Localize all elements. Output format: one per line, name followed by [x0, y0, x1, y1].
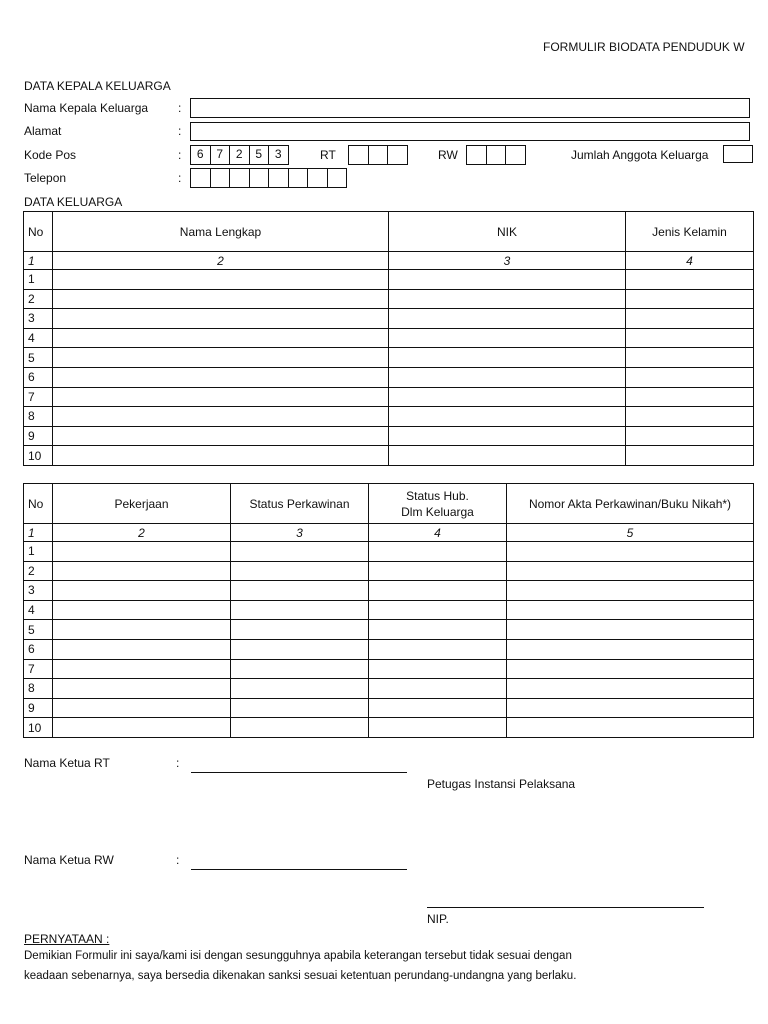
table-cell[interactable] [231, 718, 369, 738]
jumlah-anggota-label: Jumlah Anggota Keluarga [571, 148, 709, 162]
row-number: 3 [24, 309, 53, 329]
table-cell[interactable] [626, 289, 754, 309]
table-cell[interactable] [53, 659, 231, 679]
col-header-nomor-akta: Nomor Akta Perkawinan/Buku Nikah*) [507, 484, 754, 524]
petugas-label: Petugas Instansi Pelaksana [427, 777, 576, 791]
table-row [24, 387, 754, 407]
table-cell[interactable] [369, 679, 507, 699]
table-cell[interactable] [389, 270, 626, 290]
table-cell[interactable] [626, 270, 754, 290]
table-row [24, 679, 754, 699]
pernyataan-title: PERNYATAAN : [24, 932, 110, 946]
row-number: 9 [24, 426, 53, 446]
table-row [24, 698, 754, 718]
row-number: 8 [24, 679, 53, 699]
table-cell[interactable] [626, 387, 754, 407]
keluarga-table-1 [23, 211, 754, 466]
col-number: 4 [626, 252, 754, 270]
table-cell[interactable] [507, 718, 754, 738]
row-number: 9 [24, 698, 53, 718]
col-header-no: No [24, 484, 53, 524]
table-cell[interactable] [369, 581, 507, 601]
table-cell[interactable] [53, 289, 389, 309]
table-row [24, 446, 754, 466]
table-cell[interactable] [231, 542, 369, 562]
table-row [24, 270, 754, 290]
rw-field[interactable] [466, 145, 526, 165]
table-cell[interactable] [369, 600, 507, 620]
ketua-rw-label: Nama Ketua RW [24, 853, 114, 867]
table-cell[interactable] [626, 309, 754, 329]
table-cell[interactable] [53, 348, 389, 368]
table-cell[interactable] [369, 639, 507, 659]
table-cell[interactable] [53, 639, 231, 659]
kode-pos-digit: 2 [230, 146, 250, 164]
col-number: 2 [53, 524, 231, 542]
row-number: 5 [24, 348, 53, 368]
col-header-nik: NIK [389, 212, 626, 252]
row-number: 2 [24, 289, 53, 309]
table-cell[interactable] [626, 348, 754, 368]
table-cell[interactable] [369, 620, 507, 640]
col-number: 5 [507, 524, 754, 542]
kode-pos-digit: 3 [269, 146, 289, 164]
table-row [24, 328, 754, 348]
table-cell[interactable] [389, 407, 626, 427]
table-cell[interactable] [231, 659, 369, 679]
table-cell[interactable] [369, 561, 507, 581]
col-number: 4 [369, 524, 507, 542]
table-cell[interactable] [369, 659, 507, 679]
table-cell[interactable] [507, 542, 754, 562]
petugas-signature-line[interactable] [427, 907, 704, 908]
table-cell[interactable] [53, 620, 231, 640]
table-cell[interactable] [507, 639, 754, 659]
table-cell[interactable] [389, 367, 626, 387]
table-cell[interactable] [626, 367, 754, 387]
table-cell[interactable] [389, 289, 626, 309]
table-cell[interactable] [626, 426, 754, 446]
table-row [24, 289, 754, 309]
table-row [24, 581, 754, 601]
row-number: 6 [24, 639, 53, 659]
row-number: 1 [24, 542, 53, 562]
table-cell[interactable] [389, 426, 626, 446]
table-cell[interactable] [53, 718, 231, 738]
table-cell[interactable] [389, 348, 626, 368]
table-row [24, 348, 754, 368]
table-cell[interactable] [53, 679, 231, 699]
table-cell[interactable] [389, 446, 626, 466]
table-cell[interactable] [507, 698, 754, 718]
table-cell[interactable] [231, 581, 369, 601]
table-row [24, 309, 754, 329]
row-number: 7 [24, 387, 53, 407]
table-cell[interactable] [507, 679, 754, 699]
kode-pos-field[interactable] [190, 145, 289, 165]
col-header-pekerjaan: Pekerjaan [53, 484, 231, 524]
table-cell[interactable] [231, 600, 369, 620]
table-cell[interactable] [53, 581, 231, 601]
col-header-nama: Nama Lengkap [53, 212, 389, 252]
col-header-status-perkawinan: Status Perkawinan [231, 484, 369, 524]
col-number: 3 [231, 524, 369, 542]
table-cell[interactable] [507, 561, 754, 581]
col-header-jenis-kelamin: Jenis Kelamin [626, 212, 754, 252]
rt-field[interactable] [348, 145, 408, 165]
table-cell[interactable] [231, 639, 369, 659]
table-cell[interactable] [53, 561, 231, 581]
telepon-label: Telepon [24, 171, 67, 185]
row-number: 4 [24, 600, 53, 620]
table-cell[interactable] [369, 542, 507, 562]
row-number: 4 [24, 328, 53, 348]
col-header-status-hub: Status Hub. Dlm Keluarga [369, 484, 507, 524]
col-number: 3 [389, 252, 626, 270]
table-cell[interactable] [53, 698, 231, 718]
table-row [24, 407, 754, 427]
table-cell[interactable] [53, 600, 231, 620]
row-number: 8 [24, 407, 53, 427]
kode-pos-digit: 6 [191, 146, 211, 164]
nip-label: NIP. [427, 912, 449, 926]
row-number: 1 [24, 270, 53, 290]
row-number: 6 [24, 367, 53, 387]
row-number: 10 [24, 718, 53, 738]
pernyataan-line-2: keadaan sebenarnya, saya bersedia dikenakan sanksi sesuai ketentuan perundang-undangna yang berlaku. [24, 970, 577, 982]
kode-pos-digit: 7 [211, 146, 231, 164]
table-cell[interactable] [231, 679, 369, 699]
table-cell[interactable] [389, 387, 626, 407]
colon: : [176, 853, 180, 867]
table-row [24, 659, 754, 679]
section-title-keluarga: DATA KELUARGA [24, 195, 123, 209]
table-row [24, 542, 754, 562]
keluarga-table-2 [23, 483, 754, 738]
col-number: 1 [24, 524, 53, 542]
ketua-rt-signature-line[interactable] [191, 772, 407, 773]
section-title-kepala: DATA KEPALA KELUARGA [24, 79, 171, 93]
nama-kepala-label: Nama Kepala Keluarga [24, 101, 149, 115]
row-number: 10 [24, 446, 53, 466]
table-cell[interactable] [626, 446, 754, 466]
table-row [24, 639, 754, 659]
colon: : [178, 101, 182, 115]
table-row [24, 718, 754, 738]
table-cell[interactable] [53, 446, 389, 466]
colon: : [178, 171, 182, 185]
table-cell[interactable] [507, 659, 754, 679]
table-cell[interactable] [53, 328, 389, 348]
rw-label: RW [438, 148, 458, 162]
alamat-label: Alamat [24, 124, 62, 138]
colon: : [178, 124, 182, 138]
table-cell[interactable] [231, 561, 369, 581]
table-cell[interactable] [626, 328, 754, 348]
row-number: 5 [24, 620, 53, 640]
col-header-no: No [24, 212, 53, 252]
rt-label: RT [320, 148, 336, 162]
col-number: 1 [24, 252, 53, 270]
table-cell[interactable] [507, 620, 754, 640]
telepon-field[interactable] [190, 168, 347, 188]
table-cell[interactable] [389, 328, 626, 348]
table-cell[interactable] [53, 542, 231, 562]
table-cell[interactable] [53, 270, 389, 290]
alamat-field[interactable] [190, 122, 750, 141]
table-cell[interactable] [53, 426, 389, 446]
table-cell[interactable] [369, 698, 507, 718]
row-number: 7 [24, 659, 53, 679]
row-number: 3 [24, 581, 53, 601]
kode-pos-label: Kode Pos [24, 148, 77, 162]
table-row [24, 600, 754, 620]
nama-kepala-field[interactable] [190, 98, 750, 118]
table-cell[interactable] [53, 387, 389, 407]
table-row [24, 426, 754, 446]
ketua-rt-label: Nama Ketua RT [24, 756, 110, 770]
row-number: 2 [24, 561, 53, 581]
table-cell[interactable] [369, 718, 507, 738]
table-row [24, 561, 754, 581]
jumlah-anggota-field[interactable] [723, 145, 753, 163]
table-cell[interactable] [626, 407, 754, 427]
ketua-rw-signature-line[interactable] [191, 869, 407, 870]
table-cell[interactable] [507, 600, 754, 620]
table-row [24, 367, 754, 387]
table-cell[interactable] [389, 309, 626, 329]
table-row [24, 620, 754, 640]
table-cell[interactable] [231, 620, 369, 640]
table-cell[interactable] [231, 698, 369, 718]
colon: : [178, 148, 182, 162]
table-cell[interactable] [53, 407, 389, 427]
colon: : [176, 756, 180, 770]
kode-pos-digit: 5 [250, 146, 270, 164]
table-cell[interactable] [507, 581, 754, 601]
col-number: 2 [53, 252, 389, 270]
table-cell[interactable] [53, 309, 389, 329]
pernyataan-line-1: Demikian Formulir ini saya/kami isi dengan sesungguhnya apabila keterangan tersebut tidak sesuai dengan [24, 950, 572, 962]
form-title: FORMULIR BIODATA PENDUDUK W [543, 40, 745, 54]
table-cell[interactable] [53, 367, 389, 387]
